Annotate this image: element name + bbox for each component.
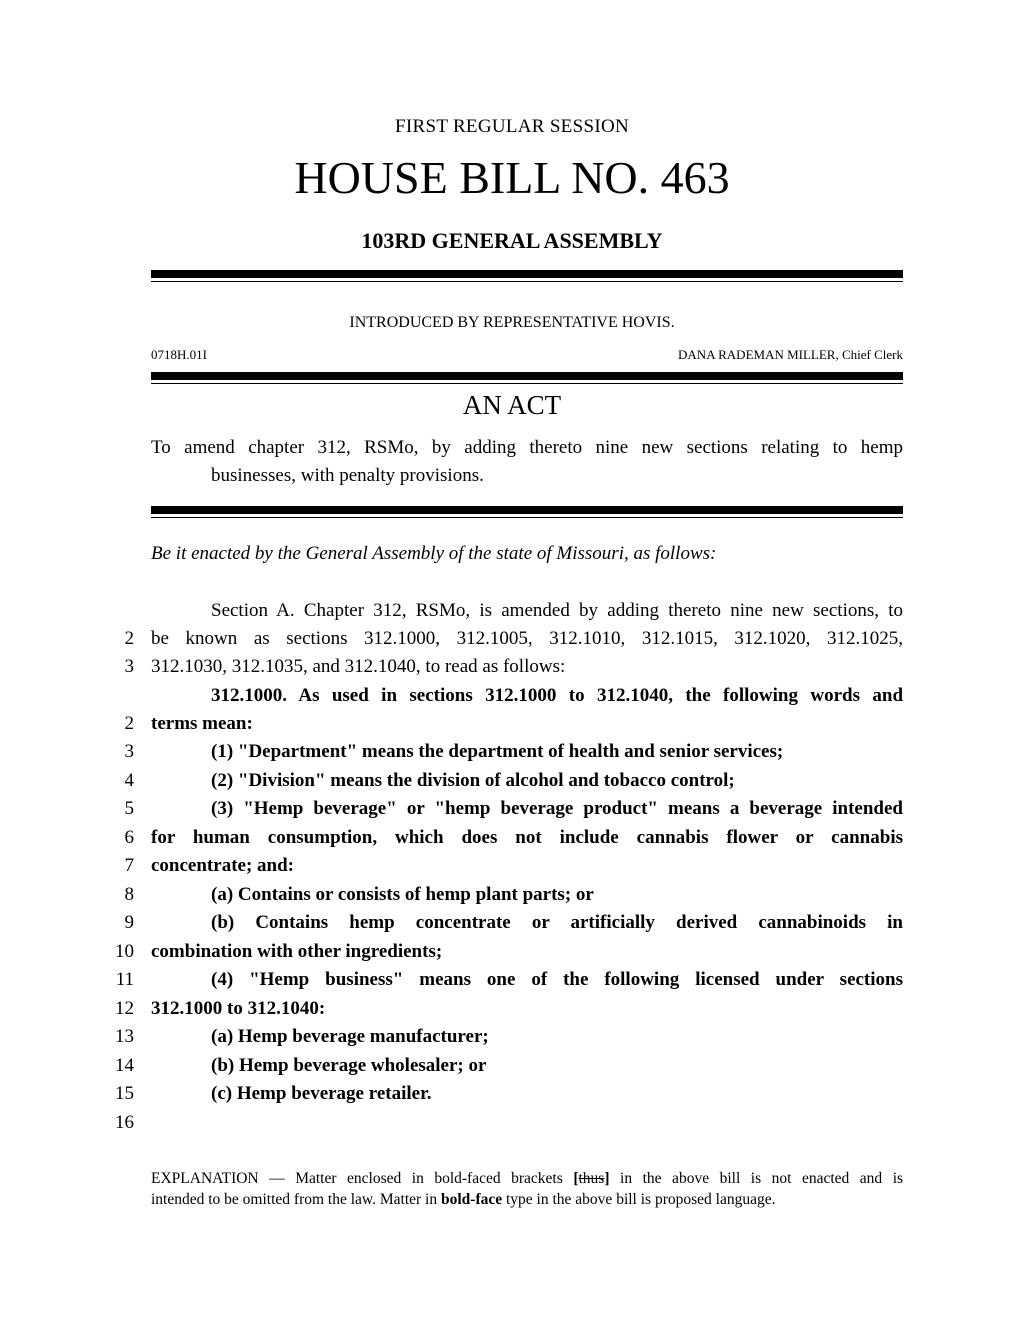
subitem-a-plant-parts: (a) Contains or consists of hemp plant parts; or [211, 884, 594, 905]
enacting-clause: Be it enacted by the General Assembly of the state of Missouri, as follows: [151, 543, 717, 564]
section-a-line-2: be known as sections 312.1000, 312.1005, 312.1010, 312.1015, 312.1020, 312.1025, [151, 628, 903, 649]
line-number: 5 [124, 798, 134, 819]
definition-hemp-business-cont: 312.1000 to 312.1040: [151, 998, 326, 1019]
line-number: 14 [115, 1055, 134, 1076]
line-number: 9 [124, 912, 134, 933]
intro-rule-thin [151, 383, 903, 384]
act-heading: AN ACT [462, 390, 562, 420]
definition-division: (2) "Division" means the division of alcohol and tobacco control; [211, 770, 735, 791]
bracket-open: [ [573, 1170, 579, 1187]
explanation-line-2 [151, 1189, 903, 1210]
explanation-text: intended to be omitted from the law. Matter in [151, 1191, 438, 1208]
section-a-line-1: Section A. Chapter 312, RSMo, is amended by adding thereto nine new sections, to [211, 600, 903, 621]
line-number: 15 [115, 1083, 134, 1104]
section-text: As used in sections 312.1000 to 312.1040, the following words and [298, 685, 904, 706]
line-number: 16 [115, 1112, 134, 1133]
line-number: 2 [124, 713, 134, 734]
intro-rule-thick [151, 372, 903, 380]
introduced-by: INTRODUCED BY REPRESENTATIVE HOVIS. [349, 314, 675, 331]
subitem-b-cont: combination with other ingredients; [151, 941, 443, 962]
line-number: 6 [124, 827, 134, 848]
section-1000-line-1 [211, 682, 903, 710]
line-number: 8 [124, 884, 134, 905]
definition-hemp-beverage-cont: for human consumption, which does not include cannabis flower or cannabis [151, 827, 903, 848]
line-number: 11 [115, 969, 134, 990]
business-manufacturer: (a) Hemp beverage manufacturer; [211, 1026, 489, 1047]
line-number: 4 [124, 770, 134, 791]
bracket-close: ] [604, 1170, 610, 1187]
session-label: FIRST REGULAR SESSION [395, 116, 629, 137]
definition-hemp-beverage: (3) "Hemp beverage" or "hemp beverage product" means a beverage intended [211, 798, 903, 819]
bold-face-word: bold-face [440, 1191, 503, 1208]
explanation-note [151, 1168, 903, 1210]
bill-title: HOUSE BILL NO. 463 [294, 152, 730, 203]
bill-code: 0718H.01I [151, 347, 207, 362]
line-number: 13 [115, 1026, 134, 1047]
line-number: 3 [124, 741, 134, 762]
definition-department: (1) "Department" means the department of health and senior services; [211, 741, 784, 762]
business-retailer: (c) Hemp beverage retailer. [211, 1083, 432, 1104]
header-rule-thick [151, 270, 903, 278]
section-number: 312.1000. [211, 685, 287, 706]
title-rule-thin [151, 517, 903, 518]
assembly-label: 103RD GENERAL ASSEMBLY [361, 228, 663, 253]
line-number: 12 [115, 998, 134, 1019]
explanation-text: in the above bill is not enacted and is [620, 1170, 904, 1187]
line-number: 7 [124, 855, 134, 876]
line-number: 3 [124, 656, 134, 677]
explanation-line-1 [151, 1168, 903, 1189]
definition-hemp-beverage-end: concentrate; and: [151, 855, 294, 876]
title-rule-thick [151, 506, 903, 514]
section-a-line-3: 312.1030, 312.1035, and 312.1040, to read as follows: [151, 656, 566, 677]
explanation-text: Matter enclosed in bold-faced brackets [295, 1170, 563, 1187]
line-number: 10 [115, 941, 134, 962]
line-number: 2 [124, 628, 134, 649]
section-1000-line-2: terms mean: [151, 713, 253, 734]
chief-clerk: DANA RADEMAN MILLER, Chief Clerk [678, 347, 903, 362]
subitem-b-concentrate: (b) Contains hemp concentrate or artificially derived cannabinoids in [211, 912, 903, 933]
business-wholesaler: (b) Hemp beverage wholesaler; or [211, 1055, 487, 1076]
explanation-label: EXPLANATION — [151, 1170, 285, 1187]
act-title-line-1: To amend chapter 312, RSMo, by adding thereto nine new sections relating to hemp [151, 437, 903, 458]
header-rule-thin [151, 281, 903, 282]
act-title-line-2: businesses, with penalty provisions. [211, 465, 484, 486]
definition-hemp-business: (4) "Hemp business" means one of the following licensed under sections [211, 969, 903, 990]
explanation-text: type in the above bill is proposed language. [506, 1191, 776, 1208]
struck-word: thus [578, 1170, 605, 1187]
